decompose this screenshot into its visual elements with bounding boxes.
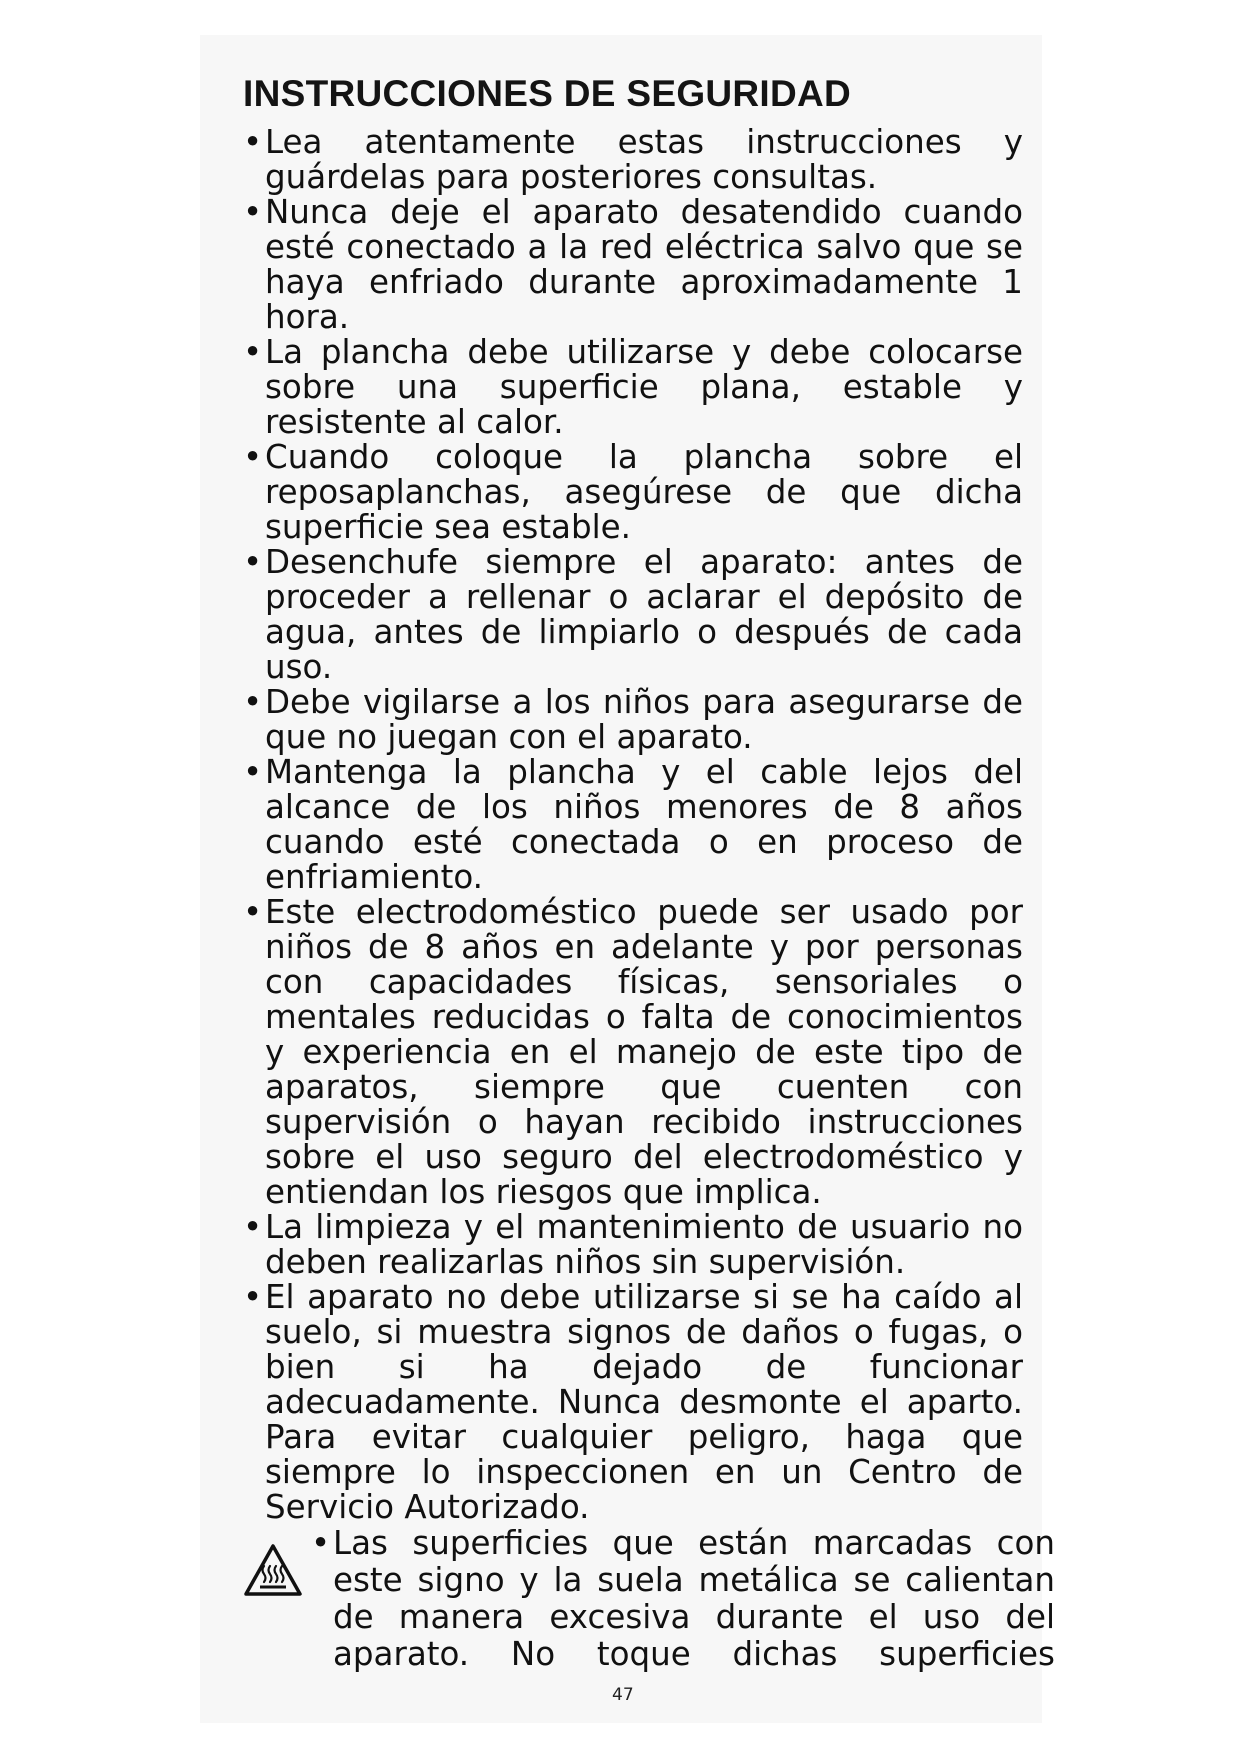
list-item: • Lea atentamente estas instrucciones y guárdelas para posteriores consultas. (243, 125, 1023, 195)
list-item: • El aparato no debe utilizarse si se ha caído al suelo, si muestra signos de daños o fugas, o bien si ha dejado de funcionar adecuadamente. Nunca desmonte el aparto. Para evitar cualquier peligro, haga que siempre lo inspeccionen en un Centro de Servicio Autorizado. (243, 1280, 1023, 1525)
list-item: • La plancha debe utilizarse y debe colocarse sobre una superficie plana, estable y resistente al calor. (243, 335, 1023, 440)
hot-surface-warning-icon (243, 1543, 303, 1597)
page-number: 47 (612, 1685, 634, 1705)
warning-text: • Las superficies que están marcadas con este signo y la suela metálica se calientan de manera excesiva durante el uso del aparato. No toque dichas superficies (311, 1525, 1055, 1673)
list-item: • Cuando coloque la plancha sobre el reposaplanchas, asegúrese de que dicha superficie sea estable. (243, 440, 1023, 545)
section-title: INSTRUCCIONES DE SEGURIDAD (243, 73, 852, 114)
safety-instructions-list (243, 125, 1023, 1525)
list-item: • Desenchufe siempre el aparato: antes de proceder a rellenar o aclarar el depósito de agua, antes de limpiarlo o después de cada uso. (243, 545, 1023, 685)
list-item: • Nunca deje el aparato desatendido cuando esté conectado a la red eléctrica salvo que se haya enfriado durante aproximadamente 1 hora. (243, 195, 1023, 335)
list-item: • Debe vigilarse a los niños para asegurarse de que no juegan con el aparato. (243, 685, 1023, 755)
list-item: • La limpieza y el mantenimiento de usuario no deben realizarlas niños sin supervisión. (243, 1210, 1023, 1280)
list-item: • Este electrodoméstico puede ser usado por niños de 8 años en adelante y por personas con capacidades físicas, sensoriales o mentales reducidas o falta de conocimientos y experiencia en el manejo de este tipo de aparatos, siempre que cuenten con supervisión o hayan recibido instrucciones sobre el uso seguro del electrodoméstico y entiendan los riesgos que implica. (243, 895, 1023, 1210)
hot-surface-warning (243, 1524, 1055, 1675)
list-item: • Mantenga la plancha y el cable lejos del alcance de los niños menores de 8 años cuando esté conectada o en proceso de enfriamiento. (243, 755, 1023, 895)
